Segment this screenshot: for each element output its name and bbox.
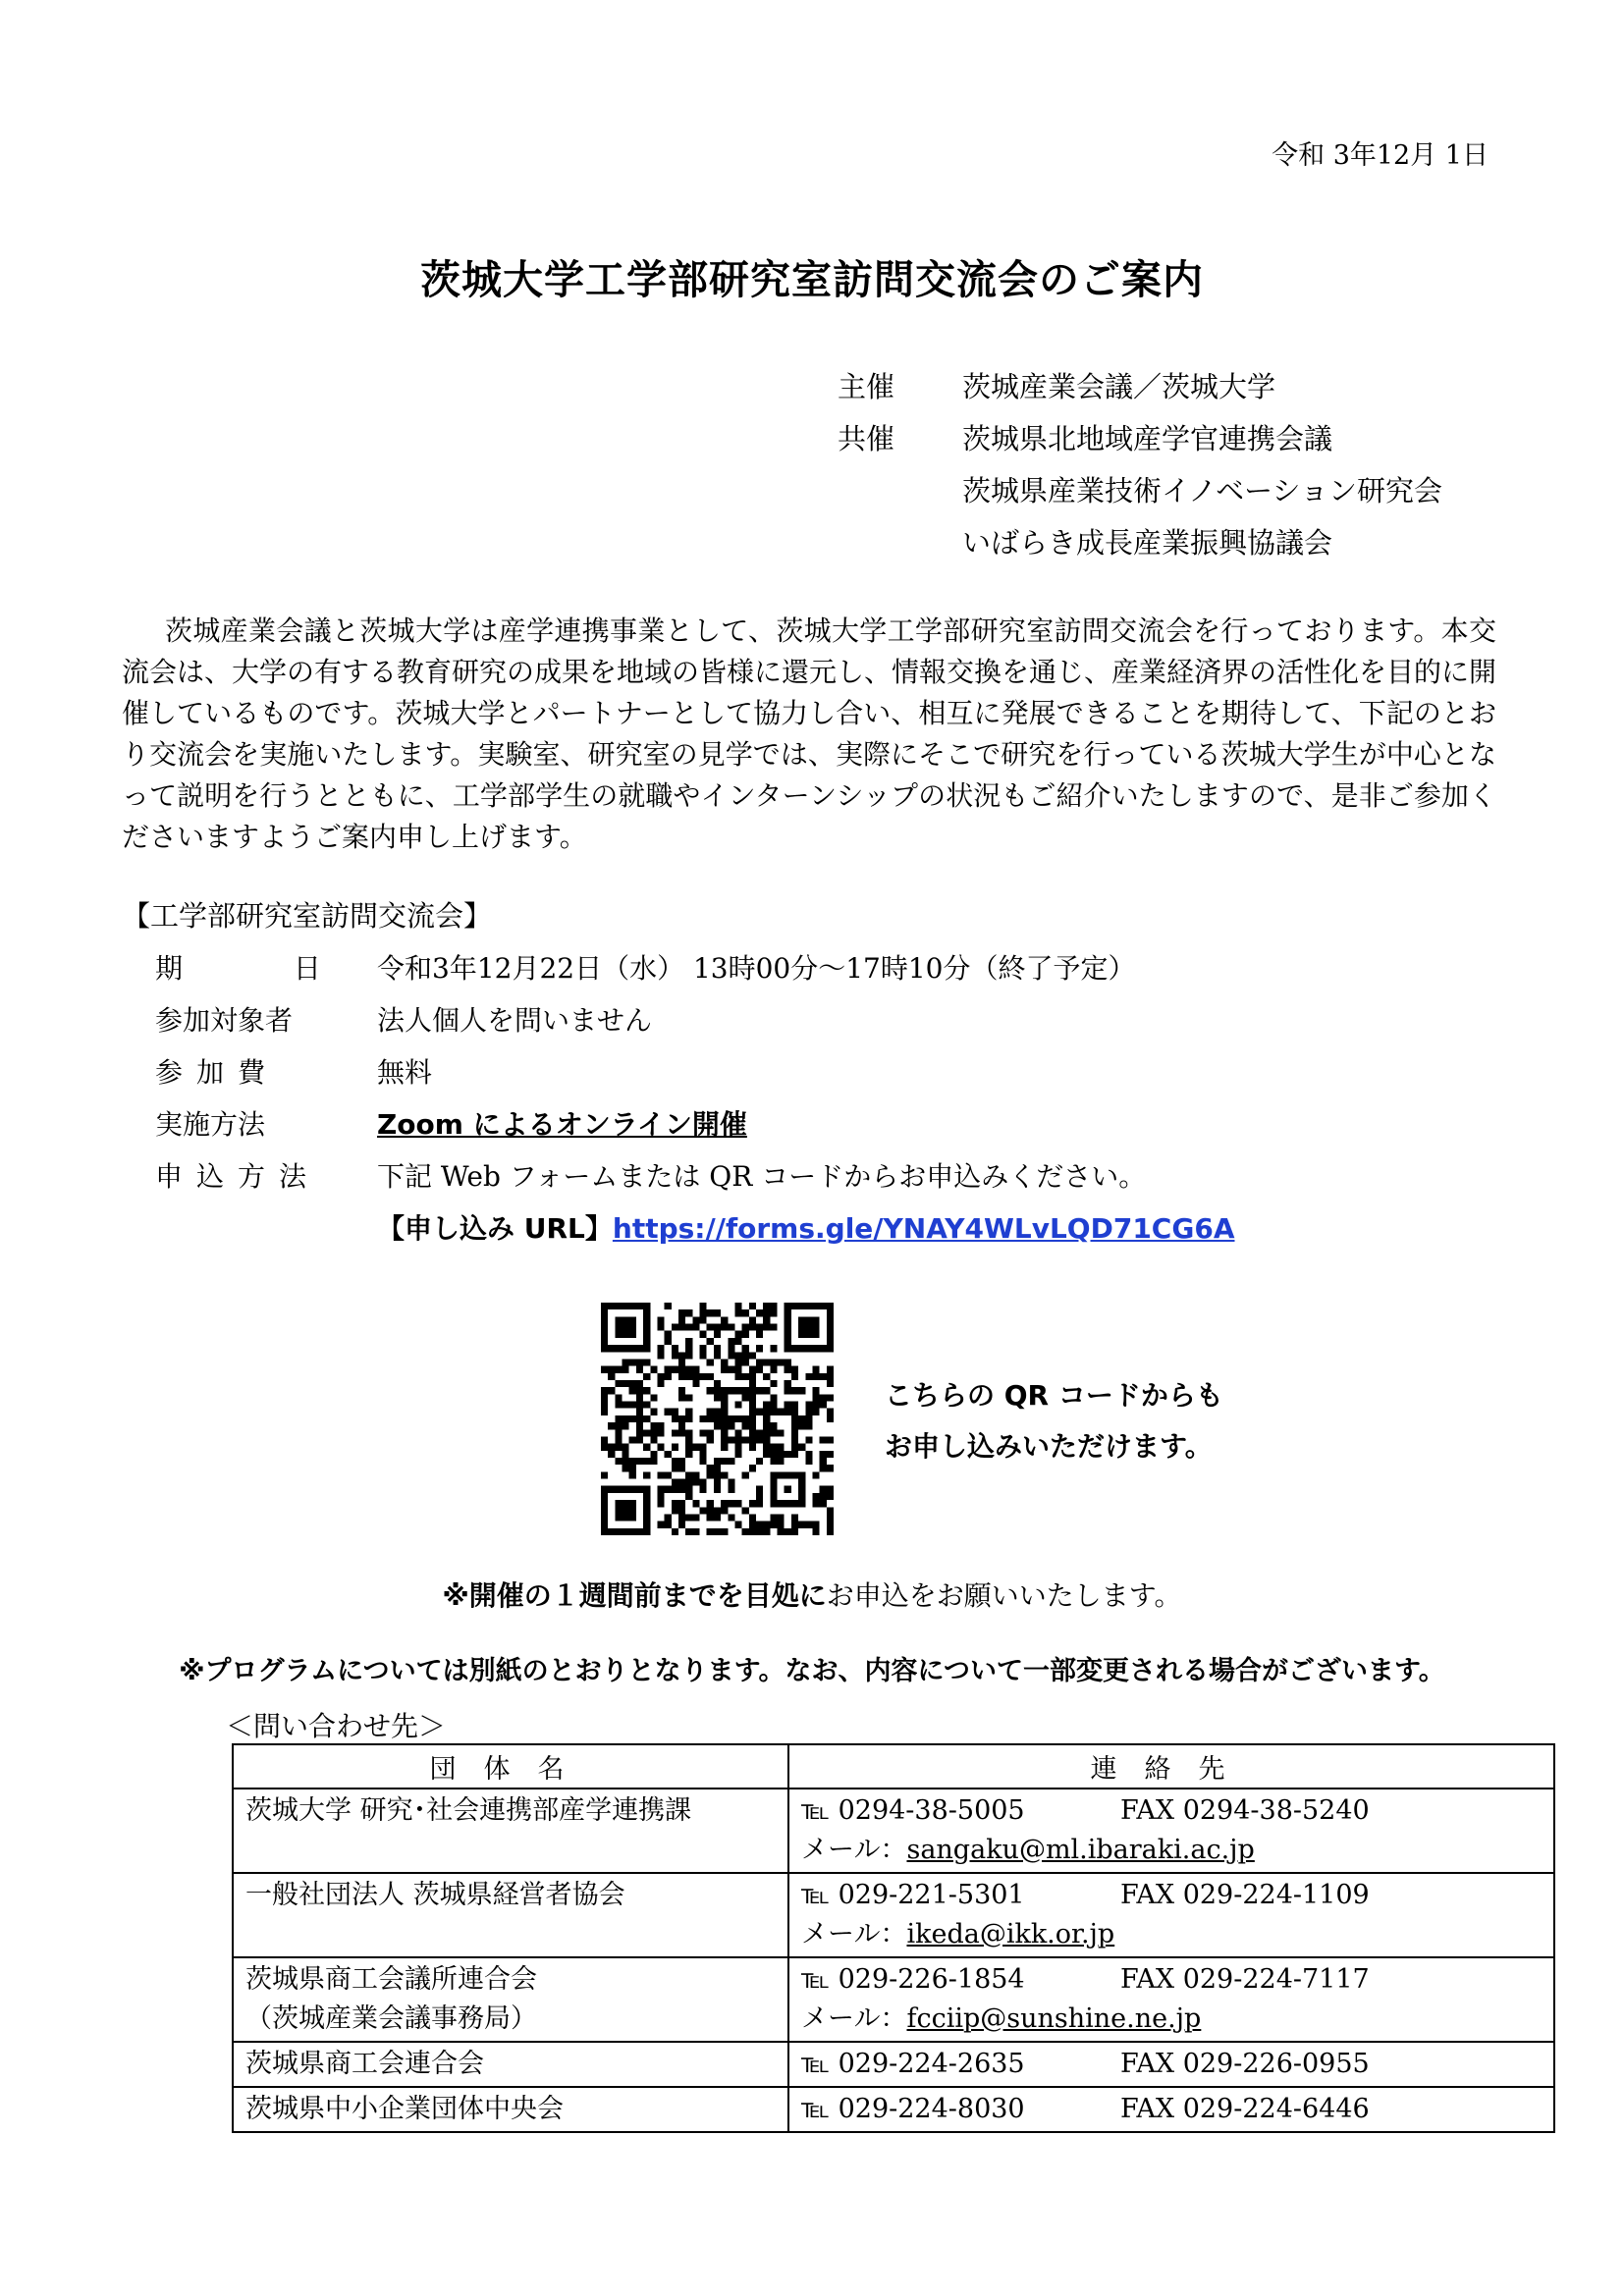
table-row [233,2087,1554,2132]
detail-row-url [155,1202,1235,1255]
org-name: 茨城県商工会連合会 [245,2049,484,2079]
page-title: 茨城大学工学部研究室訪問交流会のご案内 [420,256,1204,303]
org-name: 茨城県商工会議所連合会 [245,1964,537,1995]
table-header-row [233,1744,1554,1789]
fax-number: FAX 029-224-7117 [1120,1964,1370,1995]
issue-date: 令和 3年12月 1日 [1272,140,1489,171]
column-header-org: 団体名 [233,1744,788,1789]
organizer-label [838,517,962,569]
intro-paragraph: 茨城産業会議と茨城大学は産学連携事業として、茨城大学工学部研究室訪問交流会を行っております。本交流会は、大学の有する教育研究の成果を地域の皆様に還元し、情報交換を通じ、産業経済界の活性化を目的に開催しているものです。茨城大学とパートナーとして協力し合い、相互に発展できることを期待して、下記のとおり交流会を実施いたします。実験室、研究室の見学では、実際にそこで研究を行っている茨城大学生が中心となって説明を行うとともに、工学部学生の就職やインターンシップの状況もご紹介いたしますので、是非ご参加くださいますようご案内申し上げます。 [122,614,1497,853]
organizer-row [838,517,1442,569]
phone-line [801,1960,1542,2000]
organizer-value: 茨城県北地域産学官連携会議 [962,422,1333,455]
detail-value: Zoom によるオンライン開催 [377,1108,747,1141]
url-label: 【申し込み URL】 [377,1212,613,1245]
email-link[interactable]: sangaku@ml.ibaraki.ac.jp [906,1835,1255,1865]
email-link[interactable]: fcciip@sunshine.ne.jp [906,2003,1202,2034]
fax-number: FAX 029-224-1109 [1120,1880,1370,1910]
event-details [155,942,1235,1255]
detail-row-date [155,942,1235,994]
mail-label: メール： [801,2003,907,2034]
table-row [233,1957,1554,2042]
program-notice: ※プログラムについては別紙のとおりとなります。なお、内容について一部変更される場合がございます。 [179,1656,1445,1686]
contact-title: ＜問い合わせ先＞ [226,1710,447,1742]
qr-caption-line: こちらの QR コードからも [885,1379,1223,1412]
detail-label: 期 日 [155,952,372,985]
org-name: 一般社団法人 茨城県経営者協会 [245,1880,625,1910]
organizer-row [838,465,1442,517]
organizers [838,361,1442,569]
detail-label: 実施方法 [155,1108,266,1141]
tel-number: ℡ 029-224-8030 [801,2094,1025,2124]
org-cell [233,1873,788,1957]
mail-line [801,2000,1542,2039]
detail-value: 下記 Web フォームまたは QR コードからお申込みください。 [377,1160,1147,1193]
detail-label: 参加費 [155,1056,280,1089]
detail-value: 法人個人を問いません [377,1004,653,1037]
qr-code[interactable] [601,1303,834,1535]
tel-number: ℡ 029-221-5301 [801,1880,1025,1910]
phone-line [801,1876,1542,1915]
deadline-notice-rest: お申込をお願いいたします。 [826,1579,1182,1612]
detail-value: 無料 [377,1056,433,1089]
contact-cell [788,2042,1554,2087]
contact-cell [788,1957,1554,2042]
organizer-label: 共催 [838,422,895,455]
detail-row-method [155,1098,1235,1150]
organizer-row [838,361,1442,413]
mail-line [801,1831,1542,1870]
contact-cell [788,1873,1554,1957]
fax-number: FAX 029-226-0955 [1120,2049,1370,2079]
qr-caption [885,1370,1223,1472]
tel-number: ℡ 029-226-1854 [801,1964,1025,1995]
table-row [233,1873,1554,1957]
qr-caption-line: お申し込みいただけます。 [885,1430,1213,1463]
detail-label: 申込方法 [155,1160,321,1193]
deadline-notice [0,1575,1624,1614]
detail-row-target [155,994,1235,1046]
phone-line [801,1791,1542,1831]
mail-label: メール： [801,1835,907,1865]
org-name: 茨城大学 研究･社会連携部産学連携課 [245,1795,692,1826]
phone-line [801,2045,1542,2084]
org-name-sub: （茨城産業会議事務局） [245,2003,537,2034]
detail-row-fee [155,1046,1235,1098]
org-name: 茨城県中小企業団体中央会 [245,2094,564,2124]
org-cell [233,1957,788,2042]
phone-line [801,2090,1542,2129]
fax-number: FAX 0294-38-5240 [1120,1795,1370,1826]
organizer-label [838,465,962,517]
organizer-value: 茨城産業会議／茨城大学 [962,370,1276,403]
table-row [233,1789,1554,1873]
organizer-label: 主催 [838,370,895,403]
deadline-notice-bold: ※開催の１週間前までを目処に [442,1579,827,1612]
contact-cell [788,2087,1554,2132]
column-header-contact: 連絡先 [788,1744,1554,1789]
mail-line [801,1915,1542,1954]
detail-value: 令和3年12月22日（水） 13時00分～17時10分（終了予定） [377,952,1136,985]
table-row [233,2042,1554,2087]
email-link[interactable]: ikeda@ikk.or.jp [906,1919,1115,1949]
contact-cell [788,1789,1554,1873]
detail-row-apply [155,1150,1235,1202]
detail-label: 参加対象者 [155,1004,294,1037]
contacts-table [232,1743,1555,2133]
tel-number: ℡ 029-224-2635 [801,2049,1025,2079]
org-cell [233,1789,788,1873]
organizer-row [838,413,1442,465]
mail-label: メール： [801,1919,907,1949]
tel-number: ℡ 0294-38-5005 [801,1795,1025,1826]
section-title: 【工学部研究室訪問交流会】 [122,899,493,933]
organizer-value: 茨城県産業技術イノベーション研究会 [962,474,1442,507]
organizer-value: いばらき成長産業振興協議会 [962,526,1333,560]
application-url-link[interactable]: https://forms.gle/YNAY4WLvLQD71CG6A [612,1212,1235,1245]
org-cell [233,2087,788,2132]
org-cell [233,2042,788,2087]
fax-number: FAX 029-224-6446 [1120,2094,1370,2124]
